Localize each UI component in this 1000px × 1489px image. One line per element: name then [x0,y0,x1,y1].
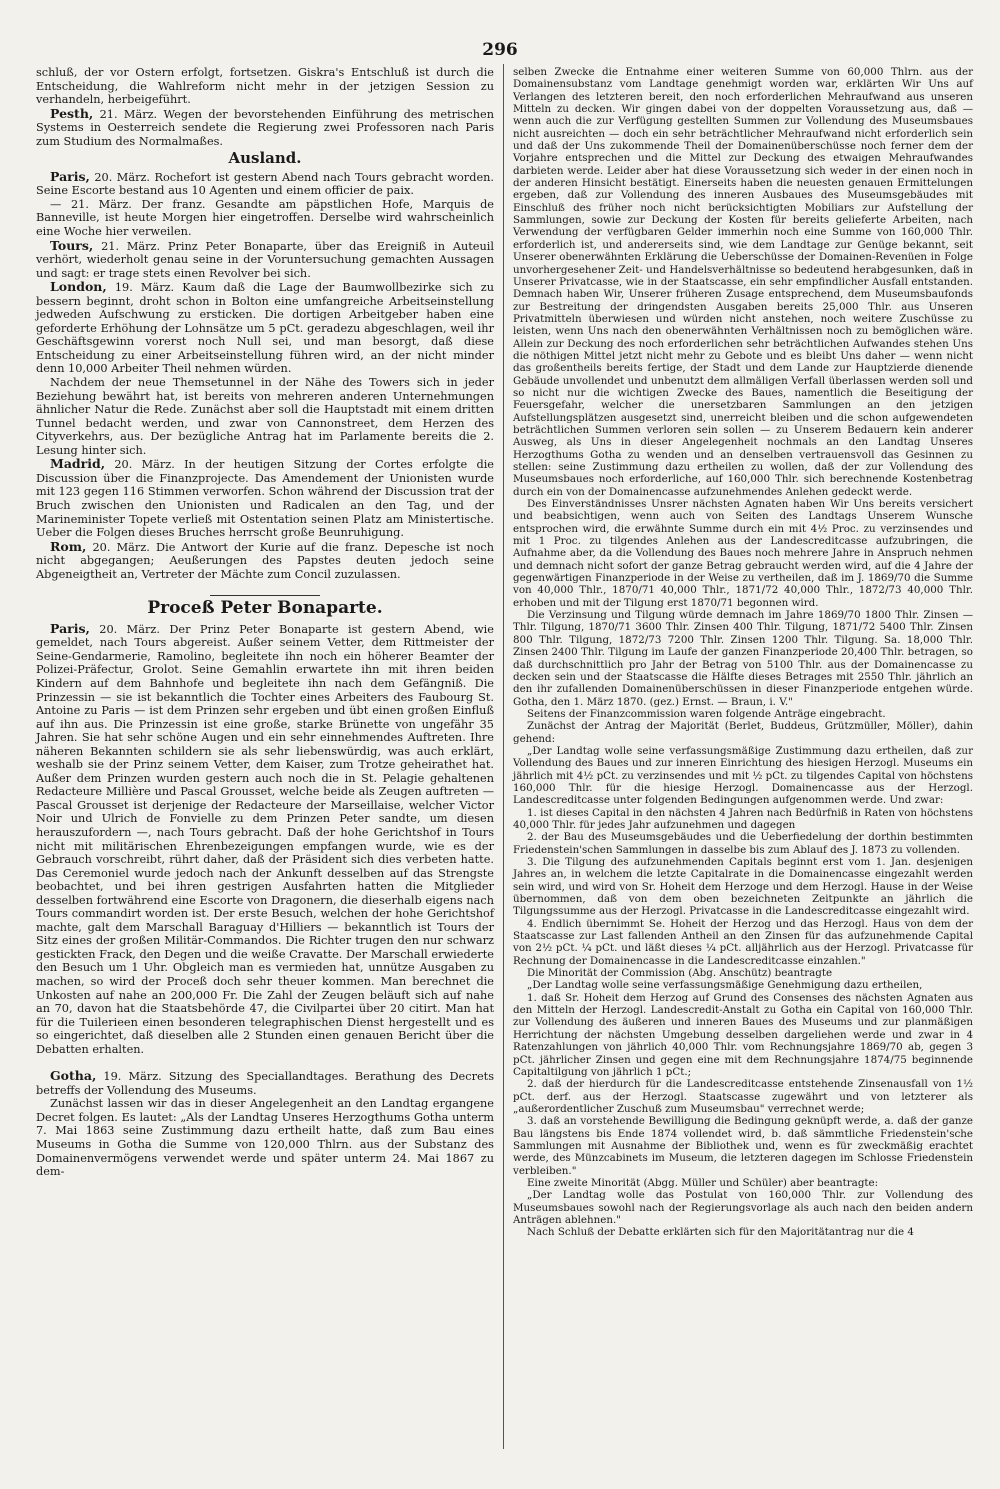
article-text: 20. März. Der Prinz Peter Bonaparte ist gestern Abend, wie gemeldet, nach Tours abgereist. Außer seinem Vetter, dem Rittmeister der Seine-Gendarmerie, Ramolino, begleitete ihn noch ein höherer Beamter der Polizei-Präfectur, Grolot. Seine Gemahlin erwartete ihn mit ihren beiden Kindern auf dem Bahnhofe und begleitete ihn nach dem Gefängniß. Die Prinzessin — sie ist bekanntlich die Tochter eines Arbeiters des Faubourg St. Antoine zu Paris — ist dem Prinzen sehr ergeben und übt einen großen Einfluß auf ihn aus. Die Prinzessin ist eine große, starke Brünette von ungefähr 35 Jahren. Sie hat sehr schöne Augen und ein sehr einnehmendes Auftreten. Ihre näheren Bekannten schildern sie als sehr liebenswürdig, was auch erklärt, weshalb sie der Prinz seinem Vetter, dem Kaiser, zum Trotze geheirathet hat. Außer dem Prinzen wurden gestern auch noch die in St. Pelagie gehaltenen Redacteure Millière und Pascal Grousset, welche beide als Zeugen auftreten — Pascal Grousset ist derjenige der Redacteure der Marseillaise, welcher Victor Noir und Ulrich de Fonvielle zu dem Prinzen Peter sandte, um diesen herauszufordern —, nach Tours gebracht. Daß der hohe Gerichtshof in Tours nicht mit militärischen Ehrenbezeigungen empfangen wurde, wie es der Gebrauch vorschreibt, rührt daher, daß der Präsident sich dies verbeten hatte. Das Ceremoniel wurde jedoch nach der Ankunft desselben auf das Strengste beobachtet, und bei ihren gestrigen Ausfahrten hatten die Mitglieder desselben fortwährend eine Escorte von Dragonern, die dieserhalb eigens nach Tours commandirt worden ist. Der erste Besuch, welchen der hohe Gerichtshof machte, galt dem Marschall Baraguay d'Hilliers — bekanntlich ist Tours der Sitz eines der großen Militär-Commandos. Die Richter trugen den nur schwarz gestickten Frack, den Degen und die weiße Cravatte. Der Marschall erwiederte den Besuch um 1 Uhr. Obgleich man es vermieden hat, unnütze Ausgaben zu machen, so wird der Proceß doch sehr theuer kommen. Man berechnet die Unkosten auf nahe an 200,000 Fr. Die Zahl der Zeugen beläuft sich auf nahe an 70, davon hat die Staatsbehörde 47, die Civilpartei über 20 citirt. Man hat für die Tuilerieen einen besonderen telegraphischen Dienst hergestellt und es so eingerichtet, daß dieselben alle 2 Stunden einen genauen Bericht über die Debatten erhalten. [36,622,494,1056]
article-paris-1 [36,170,494,198]
paragraph: Die Verzinsung und Tilgung würde demnach im Jahre 1869/70 1800 Thlr. Zinsen — Thlr. Tilgung, 1870/71 3600 Thlr. Zinsen 400 Thlr. Tilgung, 1871/72 5400 Thlr. Zinsen 800 Thlr. Tilgung, 1872/73 7200 Thlr. Zinsen 1200 Thlr. Tilgung. Sa. 18,000 Thlr. Zinsen 2400 Thlr. Tilgung im Laufe der ganzen Finanzperiode 20,400 Thlr. betragen, so daß durchschnittlich pro Jahr der Betrag von 5100 Thlr. aus der Domainencasse zu decken sein und der Staatscasse die Hälfte dieses Betrages mit 2550 Thlr. jährlich an den ihr zufallenden Domainenüberschüssen in dieser Finanzperiode entgehen würde. Gotha, den 1. März 1870. (gez.) Ernst. — Braun, i. V." [513,609,973,708]
paragraph: schluß, der vor Ostern erfolgt, fortsetzen. Giskra's Entschluß ist durch die Entscheidung, die Wahlreform nicht mehr in der jetzigen Session zu verhandeln, herbeigeführt. [36,66,494,107]
article-paris-3 [36,622,494,1057]
dateline: Gotha, [50,1068,97,1084]
dateline: London, [50,279,107,295]
paragraph: Des Einverständnisses Unsrer nächsten Agnaten haben Wir Uns bereits versichert und beabsichtigen, wenn auch von Seiten des Landtags Unserem Wunsche entsprochen wird, die erwähnte Summe durch ein mit 4½ Proc. zu verzinsendes und mit 1 Proc. zu tilgendes Anlehen aus der Landescreditcasse aufzubringen, die Aufnahme aber, da die Vollendung des Baues noch mehrere Jahre in Anspruch nehmen und demnach nicht sofort der ganze Betrag gebraucht werden wird, auf die 4 Jahre der gegenwärtigen Finanzperiode in der Weise zu vertheilen, daß im J. 1869/70 die Summe von 40,000 Thlr., 1870/71 40,000 Thlr., 1871/72 40,000 Thlr., 1872/73 40,000 Thlr. erhoben und mit der Tilgung erst 1870/71 begonnen wird. [513,498,973,609]
dateline: Paris, [50,168,90,184]
list-item: 1. ist dieses Capital in den nächsten 4 Jahren nach Bedürfniß in Raten von höchstens 40,000 Thlr. für jedes Jahr aufzunehmen und dagegen [513,806,973,831]
paragraph: Nachdem der neue Themsetunnel in der Nähe des Towers sich in jeder Beziehung bewährt hat, ist bereits von mehreren anderen Unternehmungen ähnlicher Natur die Rede. Zunächst aber soll die Hauptstadt mit einem dritten Tunnel bedacht werden, und zwar von Cannonstreet, dem Herzen des Cityverkehrs, aus. Der bezügliche Antrag hat im Parlamente bereits die 2. Lesung hinter sich. [36,376,494,457]
page-number: 296 [482,40,518,60]
article-london [36,280,494,376]
article-rom [36,540,494,582]
right-column [513,66,973,1239]
list-item: 4. Endlich übernimmt Se. Hoheit der Herzog und das Herzogl. Haus von dem der Staatscasse zur Last fallenden Antheil an den Zinsen für das aufzunehmende Capital von 2½ pCt. ¼ pCt. und läßt dieses ¼ pCt. alljährlich aus der Herzogl. Privatcasse für Rechnung der Domainencasse in die Landescreditcasse einzahlen." [513,917,973,967]
article-text: 20. März. Rochefort ist gestern Abend nach Tours gebracht worden. Seine Escorte bestand aus 10 Agenten und einem officier de paix. [36,170,494,198]
article-tours [36,239,494,281]
article-text: 21. März. Prinz Peter Bonaparte, über das Ereigniß in Auteuil verhört, wiederholt genau seine in der Voruntersuchung gemachten Aussagen und sagt: er trage stets einen Revolver bei sich. [36,239,494,280]
left-column [36,66,494,1179]
paragraph: Seitens der Finanzcommission waren folgende Anträge eingebracht. [527,707,886,720]
dateline: Tours, [50,237,94,253]
dateline: Madrid, [50,456,106,472]
paragraph: „Der Landtag wolle das Postulat von 160,000 Thlr. zur Vollendung des Museumsbaues sowohl nach der Regierungsvorlage als auch nach den beiden andern Anträgen ablehnen." [513,1189,973,1226]
paragraph: Eine zweite Minorität (Abgg. Müller und Schüler) aber beantragte: [527,1176,879,1189]
paragraph: „Der Landtag wolle seine verfassungsmäßige Genehmigung dazu ertheilen, [527,979,923,992]
paragraph: Nach Schluß der Debatte erklärten sich für den Majoritätantrag nur die 4 [527,1226,914,1239]
list-item: 1. daß Sr. Hoheit dem Herzog auf Grund des Consenses des nächsten Agnaten aus den Mitteln der Herzogl. Landescredit-Anstalt zu Gotha ein Capital von 160,000 Thlr. zur Vollendung des äußeren und inneren Baues des Museums und zur planmäßigen Herrichtung der nächsten Umgebung desselben dargeliehen werde und zwar in 4 Ratenzahlungen von jährlich 40,000 Thlr. vom Rechnungsjahre 1869/70 ab, gegen 3 pCt. jährlicher Zinsen und gegen eine mit dem Rechnungsjahre 1874/75 beginnende Capitaltilgung von jährlich 1 pCt.; [513,991,973,1078]
article-text: 19. März. Sitzung des Speciallandtages. Berathung des Decrets betreffs der Vollendung des Museums. [36,1070,494,1097]
article-paris-2: — 21. März. Der franz. Gesandte am päpstlichen Hofe, Marquis de Banneville, ist heute Morgen hier eingetroffen. Derselbe wird wahrscheinlich eine Woche hier verweilen. [36,197,494,239]
dateline: Rom, [50,538,87,554]
list-item: 3. Die Tilgung des aufzunehmenden Capitals beginnt erst vom 1. Jan. desjenigen Jahres an, in welchem die letzte Capitalrate in die Domainencasse eingezahlt werden sein wird, und wird von Sr. Hoheit dem Herzoge und dem Herzogl. Hause in der Weise übernommen, daß von dem oben bezeichneten Zeitpunkte an jährlich die Tilgungssumme aus der Herzogl. Privatcasse in die Landescreditcasse eingezahlt wird. [513,856,973,918]
section-heading-process: Proceß Peter Bonaparte. [147,598,383,619]
separator-rule [210,595,320,596]
paragraph: „Der Landtag wolle seine verfassungsmäßige Zustimmung dazu ertheilen, daß zur Vollendung des Baues und zur inneren Einrichtung des hiesigen Herzogl. Museums ein jährlich mit 4½ pCt. zu verzinsendes und mit ½ pCt. zu tilgendes Capital von höchstens 160,000 Thlr. für die hiesige Herzogl. Domainencasse aus der Herzogl. Landescreditcasse unter folgenden Bedingungen aufgenommen werde. Und zwar: [513,744,973,807]
paragraph: selben Zwecke die Entnahme einer weiteren Summe von 60,000 Thlrn. aus der Domainensubstanz vom Landtage genehmigt worden war, erklärten Wir Uns auf Verlangen des letzteren bereit, den noch erforderlichen Mehraufwand aus unseren Mitteln zu decken. Wir gingen dabei von der doppelten Voraussetzung aus, daß — wenn auch die zur Verfügung gestellten Summen zur Vollendung des Museumsbaues nicht ausreichten — doch ein sehr beträchtlicher Mehraufwand nicht erforderlich sein und daß der Uns zukommende Theil der Domainenüberschüsse noch ferner dem der Vorjahre entsprechen und die Mittel zur Deckung des etwaigen Mehraufwandes darbieten werde. Leider aber hat diese Voraussetzung sich weder in der einen noch in der anderen Hinsicht bestätigt. Einerseits haben die neuesten genauen Ermittelungen ergeben, daß zur Vollendung des inneren Ausbaues des Museumsgebäudes mit Einschluß des früher noch nicht berücksichtigten Mobiliars zur Aufstellung der Sammlungen, sowie zur Deckung der Kosten für bereits gelieferte Arbeiten, nach Verwendung der verfügbaren Gelder immerhin noch eine Summe von 160,000 Thlr. erforderlich ist, und andererseits sind, wie dem Landtage zur Genüge bekannt, seit Unserer obenerwähnten Erklärung die Ueberschüsse der Domainen-Revenüen in Folge unvorhergesehener Zeit- und Handelsverhältnisse so bedeutend herabgesunken, daß in Unserer Privatcasse, wie in der Staatscasse, ein sehr empfindlicher Ausfall entstanden. Demnach haben Wir, Unserer früheren Zusage entsprechend, dem Museumsbaufonds zur Bestreitung der dringendsten Ausgaben bereits 25,000 Thlr. aus Unseren Privatmitteln überwiesen und würden nicht anstehen, noch weitere Zuschüsse zu leisten, wenn Uns nach den obenerwähnten Verhältnissen noch zu bemöglichen wäre. Allein zur Deckung des noch erforderlichen sehr beträchtlichen Aufwandes stehen Uns die nöthigen Mittel jetzt nicht mehr zu Gebote und es bleibt Uns daher — wenn nicht das großentheils bereits fertige, der Stadt und dem Lande zur Hauptzierde dienende Gebäude unvollendet und unbenutzt dem allmäligen Verfall überlassen werden soll und so nicht nur die wichtigen Zwecke des Baues, namentlich die Beseitigung der Feuersgefahr, welcher die unersetzbaren Sammlungen an den jetzigen Aufstellungsplätzen ausgesetzt sind, unerreicht bleiben und die schon aufgewendeten beträchtlichen Summen verloren sein sollen — zu Unserem Bedauern kein anderer Ausweg, als Uns in dieser Angelegenheit nochmals an den Landtag Unseres Herzogthums Gotha zu wenden und an denselben vertrauensvoll das Gesinnen zu stellen: seine Zustimmung dazu ertheilen zu wollen, daß der zur Vollendung des Museumsbaues noch erforderliche, auf 160,000 Thlr. sich berechnende Kostenbetrag durch ein von der Domainencasse aufzunehmendes Anlehen gedeckt werde. [513,66,973,498]
section-heading-ausland: Ausland. [228,149,302,168]
column-divider [503,64,504,1449]
dateline: Pesth, [50,105,94,121]
paragraph: Zunächst der Antrag der Majorität (Berlet, Buddeus, Grützmüller, Möller), dahin gehend: [513,720,973,745]
list-item: 2. der Bau des Museumsgebäudes und die Ueberfiedelung der dorthin bestimmten Friedenstein'schen Sammlungen in dasselbe bis zum Ablauf des J. 1873 zu vollenden. [513,831,973,856]
list-item: 3. daß an vorstehende Bewilligung die Bedingung geknüpft werde, a. daß der ganze Bau längstens bis Ende 1874 vollendet wird, b. daß sämmtliche Friedenstein'sche Sammlungen mit Ausnahme der Bibliothek und, wenn es für zweckmäßig erachtet werde, des Münzcabinets im Museum, die letzteren dagegen im Schlosse Friedenstein verbleiben." [513,1115,973,1177]
paragraph: Die Minorität der Commission (Abg. Anschütz) beantragte [527,967,833,980]
article-text: 21. März. Wegen der bevorstehenden Einführung des metrischen Systems in Oesterreich sendete die Regierung zwei Professoren nach Paris zum Studium des Normalmaßes. [36,107,494,148]
article-pesth [36,107,494,149]
article-gotha [36,1069,494,1097]
list-item: 2. daß der hierdurch für die Landescreditcasse entstehende Zinsenausfall von 1½ pCt. derf. aus der Herzogl. Staatscasse zugewährt und von letzterer als „außerordentlicher Zuschuß zum Museumsbau" verrechnet werde; [513,1078,973,1115]
article-text: 20. März. Die Antwort der Kurie auf die franz. Depesche ist noch nicht abgegangen; Aeußerungen des Papstes deuten jedoch seine Abgeneigtheit an, Vertreter der Mächte zum Concil zuzulassen. [36,540,494,581]
article-madrid [36,457,494,539]
article-text: 19. März. Kaum daß die Lage der Baumwollbezirke sich zu bessern beginnt, droht schon in Bolton eine umfangreiche Arbeitseinstellung jedweden Aufschwung zu ersticken. Die dortigen Arbeitgeber haben eine geforderte Erhöhung der Lohnsätze um 5 pCt. geradezu abgeschlagen, weil ihr Geschäftsgewinn vorerst noch Null sei, und man besorgt, daß diese Entscheidung zu einer Arbeitseinstellung führen wird, an der nicht minder denn 10,000 Arbeiter Theil nehmen würden. [36,281,494,376]
article-text: 20. März. In der heutigen Sitzung der Cortes erfolgte die Discussion über die Finanzprojecte. Das Amendement der Unionisten wurde mit 123 gegen 116 Stimmen verworfen. Schon während der Discussion trat der Bruch zwischen den Unionisten und Radicalen an den Tag, und der Marineminister Topete verließ mit Ostentation seinen Platz am Ministertische. Ueber die Folgen dieses Bruches herrscht große Beunruhigung. [36,458,494,540]
paragraph: Zunächst lassen wir das in dieser Angelegenheit an den Landtag ergangene Decret folgen. Es lautet: „Als der Landtag Unseres Herzogthums Gotha unterm 7. Mai 1863 seine Zustimmung dazu ertheilt hatte, daß zum Bau eines Museums in Gotha die Summe von 120,000 Thlrn. aus der Substanz des Domainenvermögens verwendet werde und später unterm 24. Mai 1867 zu dem- [36,1097,494,1179]
dateline: Paris, [50,620,90,636]
